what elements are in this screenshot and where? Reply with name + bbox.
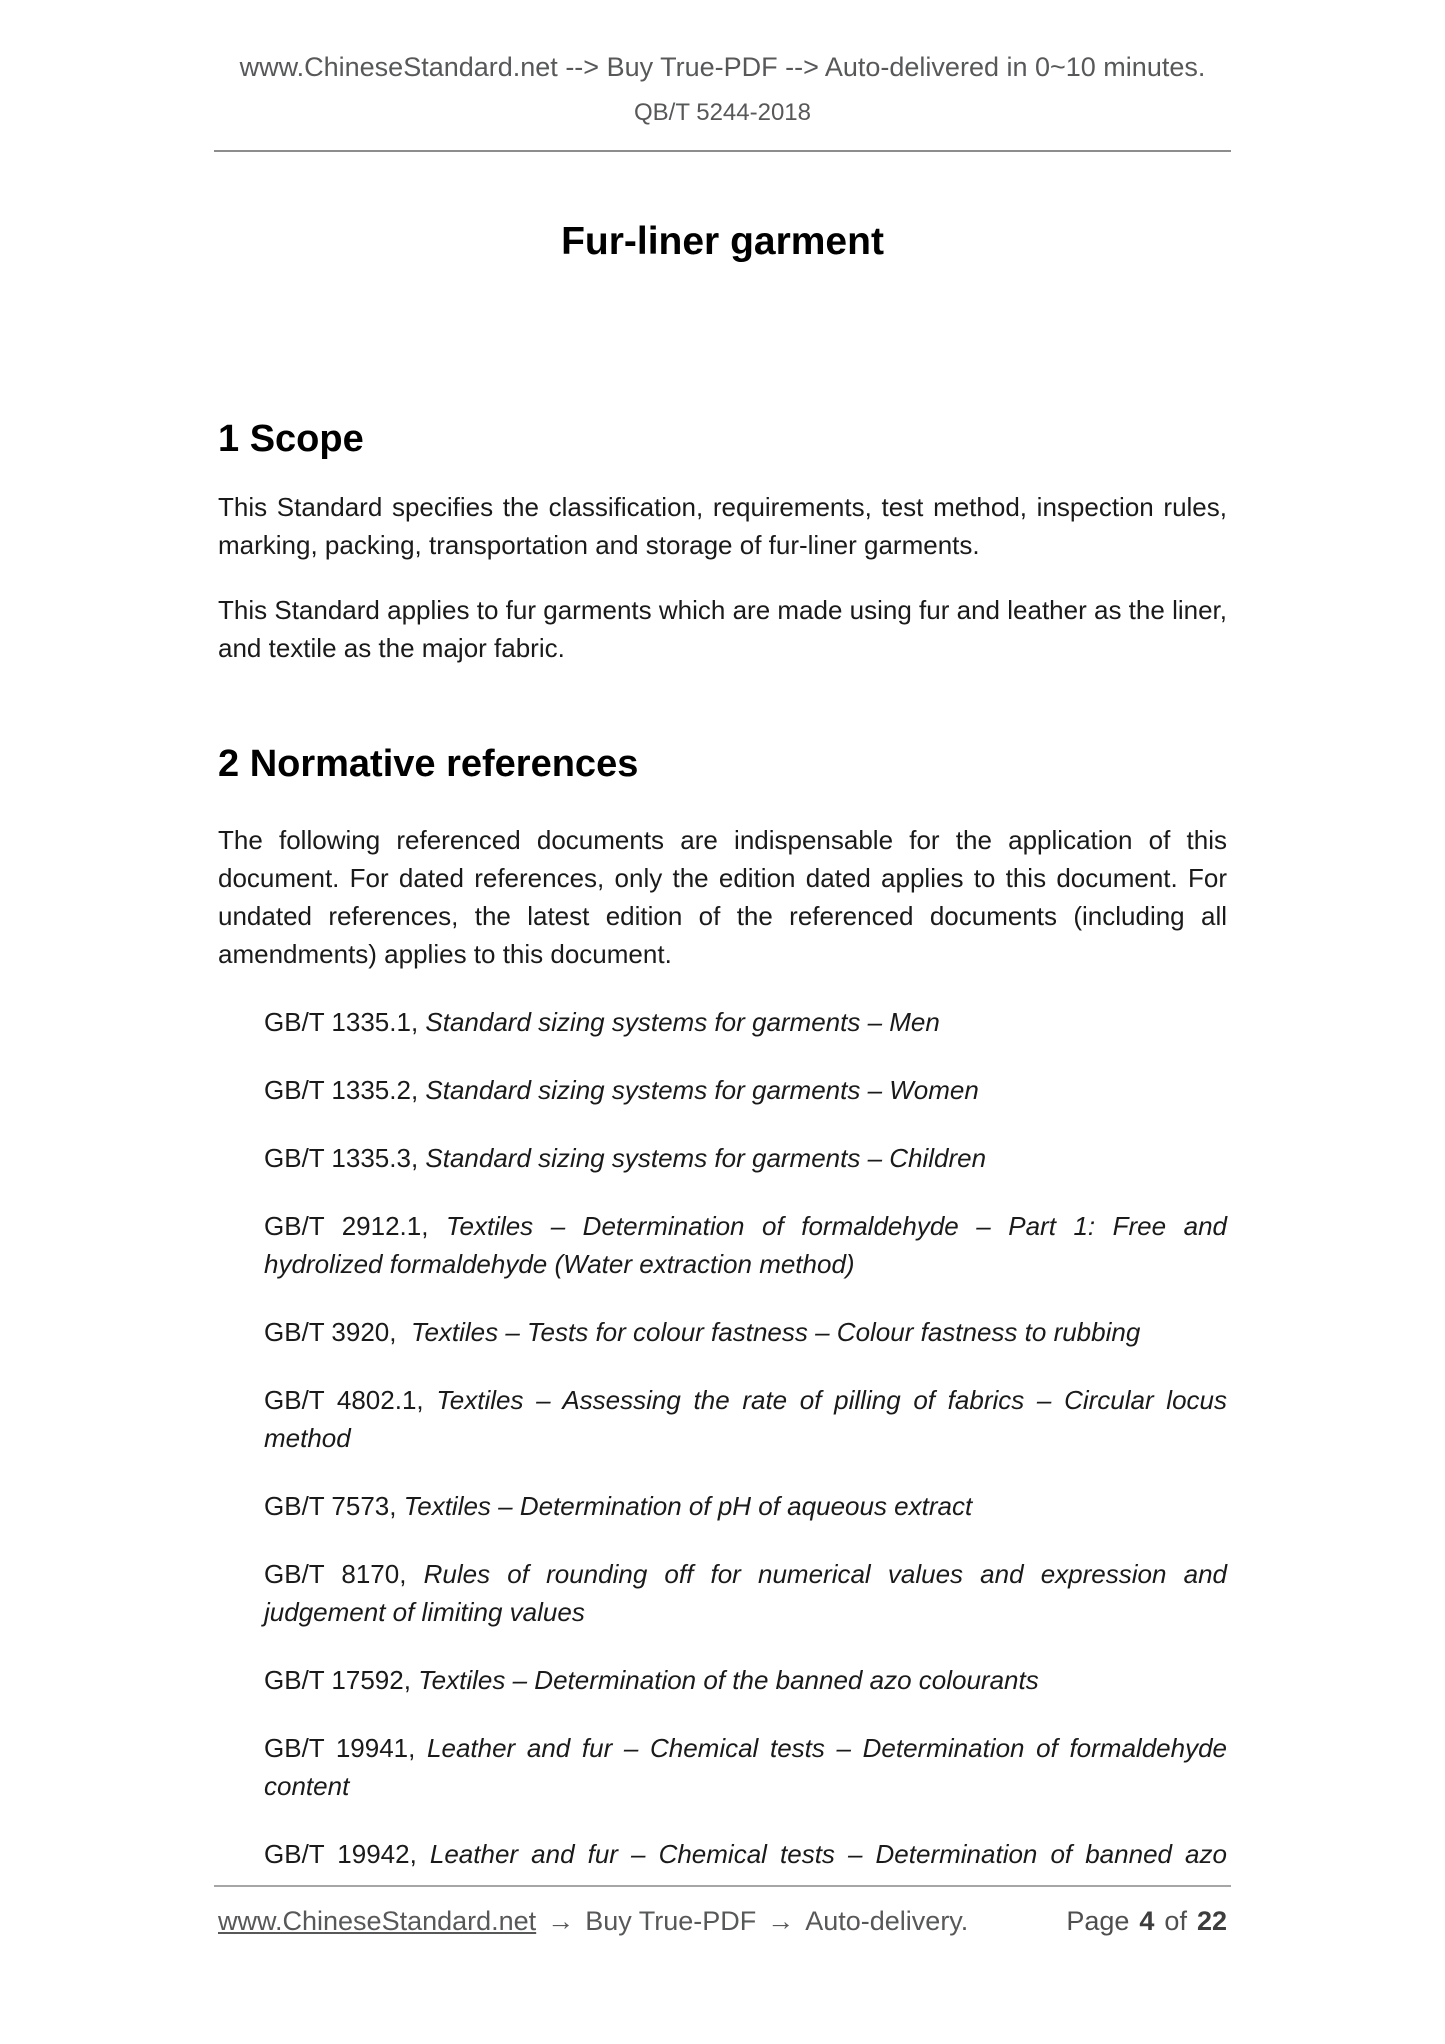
footer-nav: [218, 1906, 968, 1937]
page-total: 22: [1196, 1906, 1227, 1936]
reference-title: Textiles – Assessing the rate of pilling of fabrics – Circular locus method: [264, 1385, 1227, 1453]
reference-title: Leather and fur – Chemical tests – Determination of banned azo: [429, 1839, 1227, 1869]
reference-title: Textiles – Determination of the banned azo colourants: [418, 1665, 1039, 1695]
reference-title: Textiles – Determination of pH of aqueous extract: [403, 1491, 973, 1521]
reference-item: [264, 1661, 1227, 1699]
footer-site-link[interactable]: www.ChineseStandard.net: [218, 1906, 537, 1936]
reference-code: GB/T 1335.1,: [264, 1007, 419, 1037]
footer-divider: [214, 1885, 1231, 1887]
reference-code: GB/T 19941,: [264, 1733, 416, 1763]
doc-header: [218, 50, 1227, 152]
reference-item: [264, 1071, 1227, 1109]
reference-title: Rules of rounding off for numerical values and expression and judgement of limiting values: [264, 1559, 1227, 1627]
reference-code: GB/T 17592,: [264, 1665, 411, 1695]
reference-item: [264, 1139, 1227, 1177]
header-doc-code: QB/T 5244-2018: [633, 99, 811, 126]
reference-code: GB/T 1335.3,: [264, 1143, 419, 1173]
page-label: Page: [1066, 1906, 1130, 1936]
reference-title: Textiles – Determination of formaldehyde – Part 1: Free and hydrolized formaldehyde (Water extraction method): [264, 1211, 1227, 1279]
scope-paragraph-1: This Standard specifies the classification, requirements, test method, inspection rules, marking, packing, transportation and storage of fur-liner garments.: [218, 492, 1227, 560]
reference-title: Leather and fur – Chemical tests – Determination of formaldehyde content: [264, 1733, 1227, 1801]
reference-code: GB/T 2912.1,: [264, 1211, 429, 1241]
section-references-heading: 2 Normative references: [218, 743, 639, 785]
page-title: Fur-liner garment: [561, 220, 884, 263]
reference-title: Standard sizing systems for garments – Children: [425, 1143, 987, 1173]
of-label: of: [1164, 1906, 1187, 1936]
references-intro-paragraph: The following referenced documents are indispensable for the application of this document. For dated references, only the edition dated applies to this document. For undated references, the latest edition of the referenced documents (including all amendments) applies to this document.: [218, 825, 1227, 969]
right-arrow-icon: →: [767, 1906, 795, 1936]
reference-item: [264, 1555, 1227, 1631]
reference-code: GB/T 8170,: [264, 1559, 407, 1589]
reference-title: Textiles – Tests for colour fastness – Colour fastness to rubbing: [410, 1317, 1141, 1347]
reference-code: GB/T 4802.1,: [264, 1385, 424, 1415]
header-tagline: www.ChineseStandard.net --> Buy True-PDF --> Auto-delivered in 0~10 minutes.: [239, 52, 1206, 82]
reference-code: GB/T 3920,: [264, 1317, 397, 1347]
reference-item: [264, 1003, 1227, 1041]
reference-list: [264, 1003, 1227, 1873]
reference-item: [264, 1729, 1227, 1805]
reference-item: [264, 1487, 1227, 1525]
right-arrow-icon: →: [547, 1906, 575, 1936]
reference-title: Standard sizing systems for garments – Men: [425, 1007, 940, 1037]
reference-item: [264, 1207, 1227, 1283]
footer-row: [218, 1906, 1227, 1937]
footer-buy-label: Buy True-PDF: [585, 1906, 757, 1936]
reference-code: GB/T 7573,: [264, 1491, 397, 1521]
reference-title: Standard sizing systems for garments – Women: [425, 1075, 979, 1105]
reference-item: [264, 1835, 1227, 1873]
reference-code: GB/T 1335.2,: [264, 1075, 419, 1105]
footer-delivery-label: Auto-delivery.: [805, 1906, 969, 1936]
reference-item: [264, 1381, 1227, 1457]
reference-code: GB/T 19942,: [264, 1839, 417, 1869]
section-scope-heading: 1 Scope: [218, 418, 364, 460]
page-current: 4: [1139, 1906, 1155, 1936]
page-indicator: [1066, 1906, 1227, 1937]
reference-item: [264, 1313, 1227, 1351]
header-divider: [214, 150, 1231, 152]
scope-paragraph-2: This Standard applies to fur garments which are made using fur and leather as the liner, and textile as the major fabric.: [218, 595, 1227, 663]
page-footer: [218, 1885, 1227, 1937]
